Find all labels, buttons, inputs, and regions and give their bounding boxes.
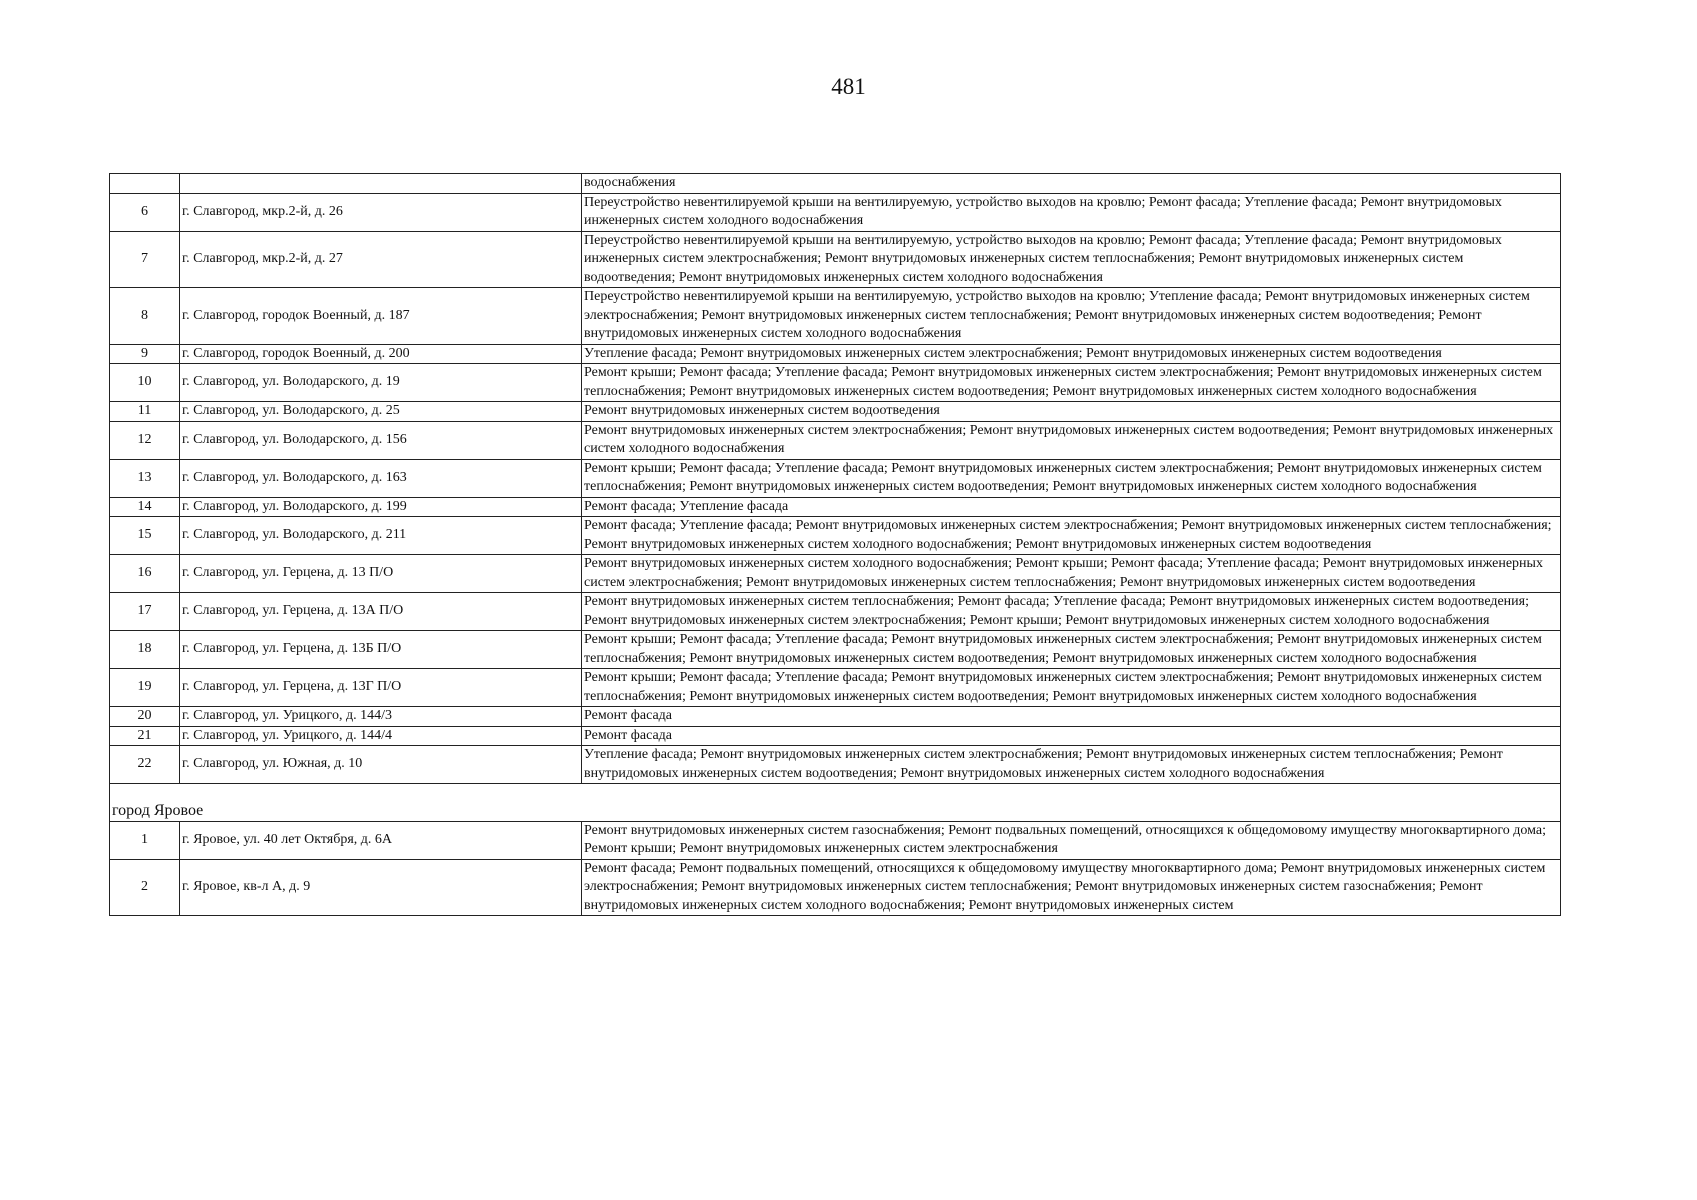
- table-row: [110, 631, 1561, 669]
- row-number: 1: [110, 821, 180, 859]
- table-row: [110, 593, 1561, 631]
- table-row: [110, 497, 1561, 517]
- row-number: 15: [110, 517, 180, 555]
- table-row: [110, 193, 1561, 231]
- row-works: Ремонт фасада; Утепление фасада; Ремонт внутридомовых инженерных систем электроснабжения; Ремонт внутридомовых инженерных систем теплоснабжения; Ремонт внутридомовых инженерных систем холодного водоснабжения; Ремонт внутридомовых инженерных систем водоотведения: [582, 517, 1561, 555]
- row-number: 9: [110, 344, 180, 364]
- row-address: г. Славгород, ул. Володарского, д. 163: [180, 459, 582, 497]
- row-address: г. Славгород, мкр.2-й, д. 26: [180, 193, 582, 231]
- table-row: [110, 402, 1561, 422]
- row-works: водоснабжения: [582, 174, 1561, 194]
- row-works: Ремонт крыши; Ремонт фасада; Утепление фасада; Ремонт внутридомовых инженерных систем электроснабжения; Ремонт внутридомовых инженерных систем теплоснабжения; Ремонт внутридомовых инженерных систем водоотведения; Ремонт внутридомовых инженерных систем холодного водоснабжения: [582, 459, 1561, 497]
- row-works: Ремонт внутридомовых инженерных систем электроснабжения; Ремонт внутридомовых инженерных систем водоотведения; Ремонт внутридомовых инженерных систем холодного водоснабжения: [582, 421, 1561, 459]
- table-row: [110, 707, 1561, 727]
- row-number: 6: [110, 193, 180, 231]
- table-body-slavgorod: [110, 174, 1561, 784]
- row-address: г. Славгород, ул. Герцена, д. 13Б П/О: [180, 631, 582, 669]
- row-works: Ремонт крыши; Ремонт фасада; Утепление фасада; Ремонт внутридомовых инженерных систем электроснабжения; Ремонт внутридомовых инженерных систем теплоснабжения; Ремонт внутридомовых инженерных систем водоотведения; Ремонт внутридомовых инженерных систем холодного водоснабжения: [582, 631, 1561, 669]
- row-address: г. Славгород, ул. Урицкого, д. 144/3: [180, 707, 582, 727]
- table-row: [110, 859, 1561, 916]
- table-row: [110, 821, 1561, 859]
- table-row: [110, 746, 1561, 784]
- table-row: [110, 459, 1561, 497]
- table-row: [110, 517, 1561, 555]
- row-number: [110, 174, 180, 194]
- row-works: Утепление фасада; Ремонт внутридомовых инженерных систем электроснабжения; Ремонт внутридомовых инженерных систем водоотведения: [582, 344, 1561, 364]
- row-number: 14: [110, 497, 180, 517]
- row-number: 20: [110, 707, 180, 727]
- row-works: Утепление фасада; Ремонт внутридомовых инженерных систем электроснабжения; Ремонт внутридомовых инженерных систем теплоснабжения; Ремонт внутридомовых инженерных систем водоотведения; Ремонт внутридомовых инженерных систем холодного водоснабжения: [582, 746, 1561, 784]
- row-number: 21: [110, 726, 180, 746]
- row-works: Ремонт крыши; Ремонт фасада; Утепление фасада; Ремонт внутридомовых инженерных систем электроснабжения; Ремонт внутридомовых инженерных систем теплоснабжения; Ремонт внутридомовых инженерных систем водоотведения; Ремонт внутридомовых инженерных систем холодного водоснабжения: [582, 364, 1561, 402]
- table-row: [110, 555, 1561, 593]
- row-address: г. Славгород, городок Военный, д. 187: [180, 288, 582, 345]
- table-row: [110, 669, 1561, 707]
- table-row: [110, 421, 1561, 459]
- section-title: город Яровое: [110, 784, 582, 822]
- row-address: г. Славгород, ул. Южная, д. 10: [180, 746, 582, 784]
- table-row: [110, 726, 1561, 746]
- row-number: 7: [110, 231, 180, 288]
- table-row: [110, 288, 1561, 345]
- row-address: г. Славгород, ул. Володарского, д. 19: [180, 364, 582, 402]
- row-address: г. Славгород, ул. Володарского, д. 211: [180, 517, 582, 555]
- row-works: Ремонт внутридомовых инженерных систем теплоснабжения; Ремонт фасада; Утепление фасада; Ремонт внутридомовых инженерных систем водоотведения; Ремонт внутридомовых инженерных систем электроснабжения; Ремонт крыши; Ремонт внутридомовых инженерных систем холодного водоснабжения: [582, 593, 1561, 631]
- row-number: 16: [110, 555, 180, 593]
- row-number: 22: [110, 746, 180, 784]
- row-address: г. Славгород, ул. Герцена, д. 13А П/О: [180, 593, 582, 631]
- row-works: Переустройство невентилируемой крыши на вентилируемую, устройство выходов на кровлю; Ремонт фасада; Утепление фасада; Ремонт внутридомовых инженерных систем электроснабжения; Ремонт внутридомовых инженерных систем теплоснабжения; Ремонт внутридомовых инженерных систем водоотведения; Ремонт внутридомовых инженерных систем холодного водоснабжения: [582, 231, 1561, 288]
- row-works: Ремонт фасада; Утепление фасада: [582, 497, 1561, 517]
- table-row: [110, 174, 1561, 194]
- table-row: [110, 231, 1561, 288]
- row-number: 19: [110, 669, 180, 707]
- repair-works-table: [109, 173, 1561, 916]
- section-header: [110, 784, 1561, 822]
- row-number: 11: [110, 402, 180, 422]
- row-works: Ремонт фасада; Ремонт подвальных помещений, относящихся к общедомовому имуществу многоквартирного дома; Ремонт внутридомовых инженерных систем электроснабжения; Ремонт внутридомовых инженерных систем теплоснабжения; Ремонт внутридомовых инженерных систем газоснабжения; Ремонт внутридомовых инженерных систем холодного водоснабжения; Ремонт внутридомовых инженерных систем: [582, 859, 1561, 916]
- table-row: [110, 344, 1561, 364]
- section-blank-cell: [582, 784, 1561, 822]
- row-works: Ремонт фасада: [582, 726, 1561, 746]
- row-number: 13: [110, 459, 180, 497]
- page-number: 481: [831, 74, 866, 99]
- row-works: Ремонт внутридомовых инженерных систем холодного водоснабжения; Ремонт крыши; Ремонт фасада; Утепление фасада; Ремонт внутридомовых инженерных систем электроснабжения; Ремонт внутридомовых инженерных систем теплоснабжения; Ремонт внутридомовых инженерных систем водоотведения: [582, 555, 1561, 593]
- row-number: 8: [110, 288, 180, 345]
- row-works: Ремонт внутридомовых инженерных систем водоотведения: [582, 402, 1561, 422]
- row-address: г. Славгород, ул. Володарского, д. 25: [180, 402, 582, 422]
- row-works: Переустройство невентилируемой крыши на вентилируемую, устройство выходов на кровлю; Утепление фасада; Ремонт внутридомовых инженерных систем электроснабжения; Ремонт внутридомовых инженерных систем теплоснабжения; Ремонт внутридомовых инженерных систем водоотведения; Ремонт внутридомовых инженерных систем холодного водоснабжения: [582, 288, 1561, 345]
- row-number: 12: [110, 421, 180, 459]
- row-address: г. Славгород, ул. Герцена, д. 13 П/О: [180, 555, 582, 593]
- row-address: г. Славгород, ул. Володарского, д. 199: [180, 497, 582, 517]
- row-works: Ремонт внутридомовых инженерных систем газоснабжения; Ремонт подвальных помещений, относящихся к общедомовому имуществу многоквартирного дома; Ремонт крыши; Ремонт внутридомовых инженерных систем электроснабжения: [582, 821, 1561, 859]
- row-number: 17: [110, 593, 180, 631]
- row-address: [180, 174, 582, 194]
- row-number: 10: [110, 364, 180, 402]
- row-address: г. Яровое, ул. 40 лет Октября, д. 6А: [180, 821, 582, 859]
- table-row: [110, 364, 1561, 402]
- row-works: Ремонт фасада: [582, 707, 1561, 727]
- row-number: 18: [110, 631, 180, 669]
- row-works: Ремонт крыши; Ремонт фасада; Утепление фасада; Ремонт внутридомовых инженерных систем электроснабжения; Ремонт внутридомовых инженерных систем теплоснабжения; Ремонт внутридомовых инженерных систем водоотведения; Ремонт внутридомовых инженерных систем холодного водоснабжения: [582, 669, 1561, 707]
- row-address: г. Славгород, ул. Володарского, д. 156: [180, 421, 582, 459]
- row-address: г. Славгород, ул. Урицкого, д. 144/4: [180, 726, 582, 746]
- row-address: г. Славгород, городок Военный, д. 200: [180, 344, 582, 364]
- row-works: Переустройство невентилируемой крыши на вентилируемую, устройство выходов на кровлю; Ремонт фасада; Утепление фасада; Ремонт внутридомовых инженерных систем холодного водоснабжения: [582, 193, 1561, 231]
- section-row: [110, 784, 1561, 822]
- table-body-yarovoe: [110, 821, 1561, 916]
- row-number: 2: [110, 859, 180, 916]
- row-address: г. Славгород, мкр.2-й, д. 27: [180, 231, 582, 288]
- row-address: г. Славгород, ул. Герцена, д. 13Г П/О: [180, 669, 582, 707]
- row-address: г. Яровое, кв-л А, д. 9: [180, 859, 582, 916]
